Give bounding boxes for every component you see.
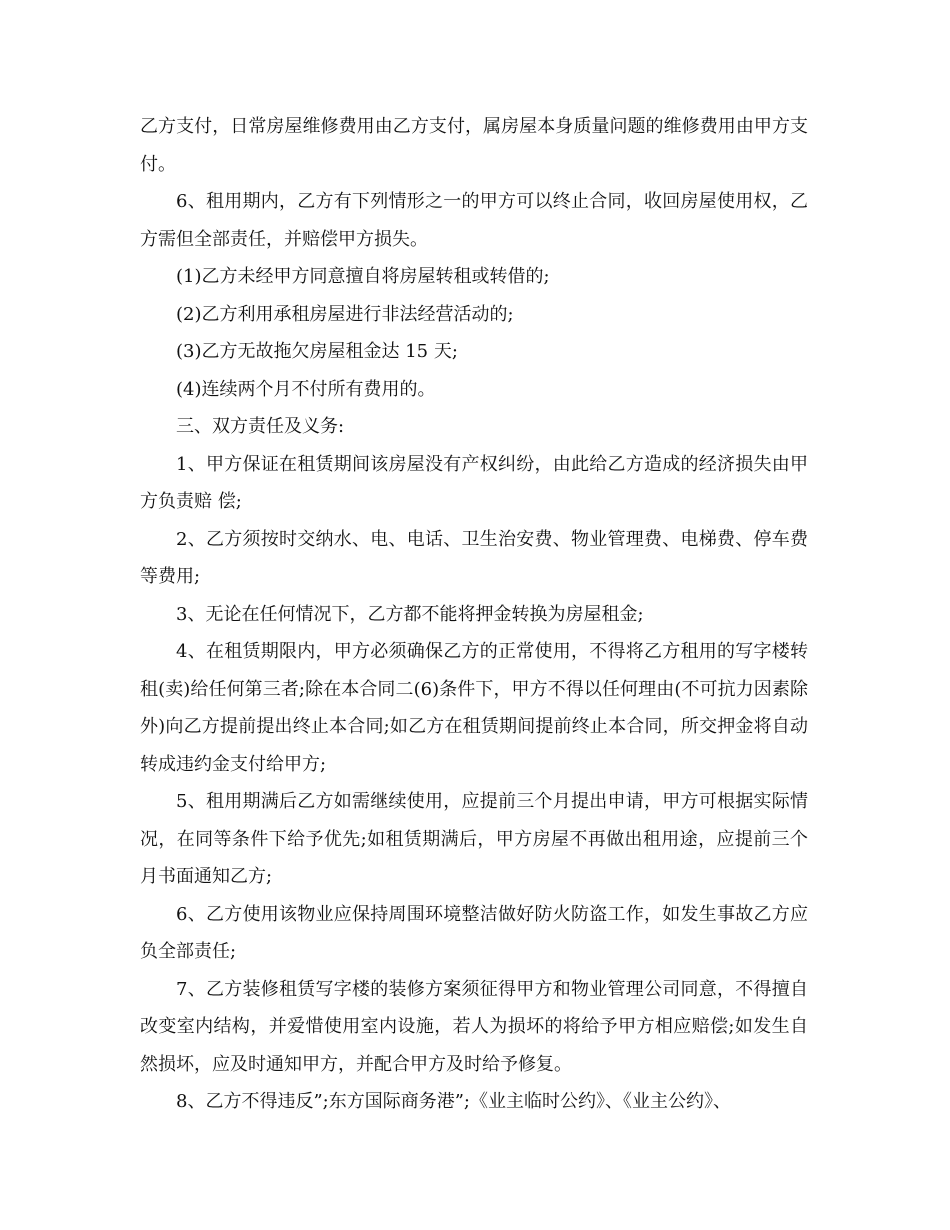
document-body: [140, 108, 808, 1121]
list-item-sublet: (1)乙方未经甲方同意擅自将房屋转租或转借的;: [176, 266, 550, 287]
section-heading-responsibilities: 三、双方责任及义务:: [176, 416, 345, 437]
paragraph-clause-5: 5、租用期满后乙方如需继续使用，应提前三个月提出申请，甲方可根据实际情况，在同等条件下给予优先;如租赁期满后，甲方房屋不再做出租用途，应提前三个月书面通知乙方;: [140, 791, 808, 887]
paragraph-clause-8: 8、乙方不得违反”;东方国际商务港”;《业主临时公约》、《业主公约》、: [176, 1091, 731, 1112]
list-item-unpaid-fees: (4)连续两个月不付所有费用的。: [176, 378, 436, 400]
paragraph-clause-1: 1、甲方保证在租赁期间该房屋没有产权纠纷，由此给乙方造成的经济损失由甲方负责赔 偿;: [140, 453, 808, 512]
paragraph-clause-4: 4、在租赁期限内，甲方必须确保乙方的正常使用，不得将乙方租用的写字楼转租(卖)给任何第三者;除在本合同二(6)条件下，甲方不得以任何理由(不可抗力因素除外)向乙方提前提出终止本合同;如乙方在租赁期间提前终止本合同，所交押金将自动转成违约金支付给甲方;: [140, 641, 808, 775]
paragraph-clause-3: 3、无论在任何情况下，乙方都不能将押金转换为房屋租金;: [176, 603, 644, 625]
list-item-illegal-use: (2)乙方利用承租房屋进行非法经营活动的;: [176, 303, 514, 325]
paragraph-clause-2: 2、乙方须按时交纳水、电、电话、卫生治安费、物业管理费、电梯费、停车费等费用;: [140, 528, 808, 587]
paragraph-payment-continuation: 乙方支付，日常房屋维修费用由乙方支付，属房屋本身质量问题的维修费用由甲方支付。: [140, 116, 808, 175]
list-item-rent-arrears: (3)乙方无故拖欠房屋租金达 15 天;: [176, 341, 458, 362]
paragraph-clause-6: 6、乙方使用该物业应保持周围环境整洁做好防火防盗工作，如发生事故乙方应负全部责任;: [140, 903, 808, 962]
paragraph-termination-clause: 6、租用期内，乙方有下列情形之一的甲方可以终止合同，收回房屋使用权，乙方需但全部责任，并赔偿甲方损失。: [140, 191, 808, 250]
paragraph-clause-7: 7、乙方装修租赁写字楼的装修方案须征得甲方和物业管理公司同意，不得擅自改变室内结构，并爱惜使用室内设施，若人为损坏的将给予甲方相应赔偿;如发生自然损坏，应及时通知甲方，并配合甲方及时给予修复。: [140, 978, 808, 1075]
